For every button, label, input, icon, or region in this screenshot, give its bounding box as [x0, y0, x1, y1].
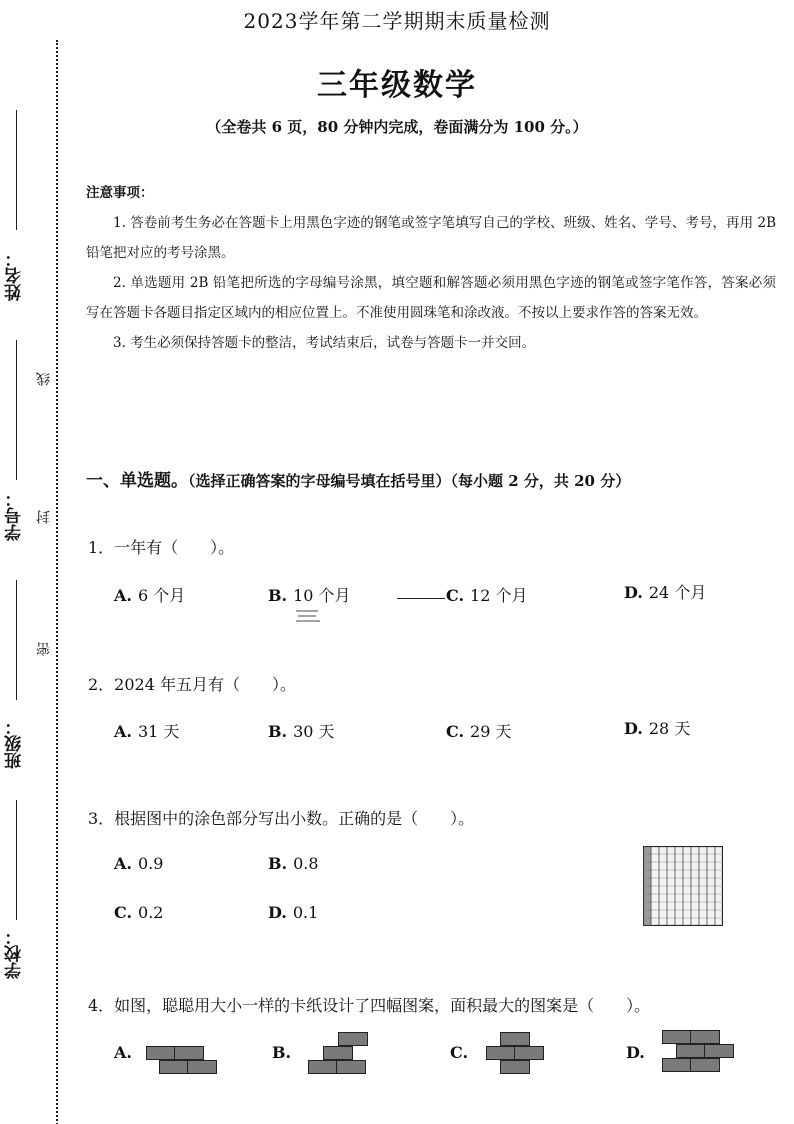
- student-id-blank: [16, 340, 17, 480]
- q3-option-c: C. 0.2: [114, 903, 164, 922]
- question-4-stem: 4．如图，聪聪用大小一样的卡纸设计了四幅图案，面积最大的图案是（ ）。: [88, 996, 651, 1015]
- q1-option-c: C. 12 个月: [446, 586, 528, 605]
- q3-option-d: D. 0.1: [268, 903, 319, 922]
- binding-dotted-line: [56, 40, 58, 1124]
- q1-option-d: D. 24 个月: [624, 583, 707, 602]
- q1-option-a: A. 6 个月: [114, 586, 186, 605]
- q2-option-d: D. 28 天: [624, 719, 691, 738]
- subject-title: 三年级数学: [317, 68, 477, 103]
- seal-char-seal: 封: [36, 510, 52, 524]
- q3-option-b: B. 0.8: [268, 854, 319, 873]
- note-item: 3. 考生必须保持答题卡的整洁，考试结束后，试卷与答题卡一并交回。: [113, 335, 536, 351]
- paper-info: （全卷共 6 页，80 分钟内完成，卷面满分为 100 分。）: [206, 118, 588, 136]
- class-blank: [16, 580, 17, 700]
- pen-stroke: [397, 598, 445, 599]
- q4-option-b: B.: [272, 1043, 292, 1062]
- name-label: 姓名：: [5, 250, 25, 301]
- seal-char-secret: 密: [36, 642, 52, 656]
- binding-margin: [0, 0, 78, 1124]
- q1-option-b: B. 10 个月: [268, 586, 351, 605]
- question-1-stem: 1．一年有（ ）。: [88, 538, 235, 557]
- seal-char-line: 线: [36, 372, 52, 386]
- exam-title: 2023学年第二学期期末质量检测: [243, 9, 551, 33]
- student-id-label: 学号：: [5, 490, 25, 541]
- decimal-grid-figure: [643, 846, 723, 926]
- q4-option-c: C.: [450, 1043, 469, 1062]
- q2-option-c: C. 29 天: [446, 722, 512, 741]
- question-2-stem: 2．2024 年五月有（ ）。: [88, 675, 296, 694]
- note-item: 1. 答卷前考生务必在答题卡上用黑色字迹的钢笔或签字笔填写自己的学校、班级、姓名、学号、考号，再用 2B 铅笔把对应的考号涂黑。: [86, 215, 776, 261]
- note-item: 2. 单选题用 2B 铅笔把所选的字母编号涂黑，填空题和解答题必须用黑色字迹的钢笔或签字笔作答，答案必须写在答题卡各题目指定区域内的相应位置上。不准使用圆珠笔和涂改液。不按以上要求作答的答案无效。: [86, 275, 776, 321]
- pen-scribble: [294, 608, 324, 624]
- q2-option-a: A. 31 天: [114, 722, 180, 741]
- class-label: 班级：: [5, 718, 25, 769]
- section-title: [86, 466, 786, 491]
- section-heading: 一、单选题。: [86, 471, 188, 491]
- school-blank: [16, 800, 17, 920]
- q4-option-a: A.: [114, 1043, 132, 1062]
- notes-title: 注意事项：: [86, 185, 154, 201]
- q2-option-b: B. 30 天: [268, 722, 335, 741]
- section-instruction: （选择正确答案的字母编号填在括号里）（每小题 2 分，共 20 分）: [188, 472, 631, 490]
- school-label: 学校：: [5, 928, 25, 979]
- question-3-stem: 3．根据图中的涂色部分写出小数。正确的是（ ）。: [88, 809, 475, 828]
- q4-option-d: D.: [626, 1043, 645, 1062]
- q3-option-a: A. 0.9: [114, 854, 164, 873]
- notes-block: [86, 178, 776, 358]
